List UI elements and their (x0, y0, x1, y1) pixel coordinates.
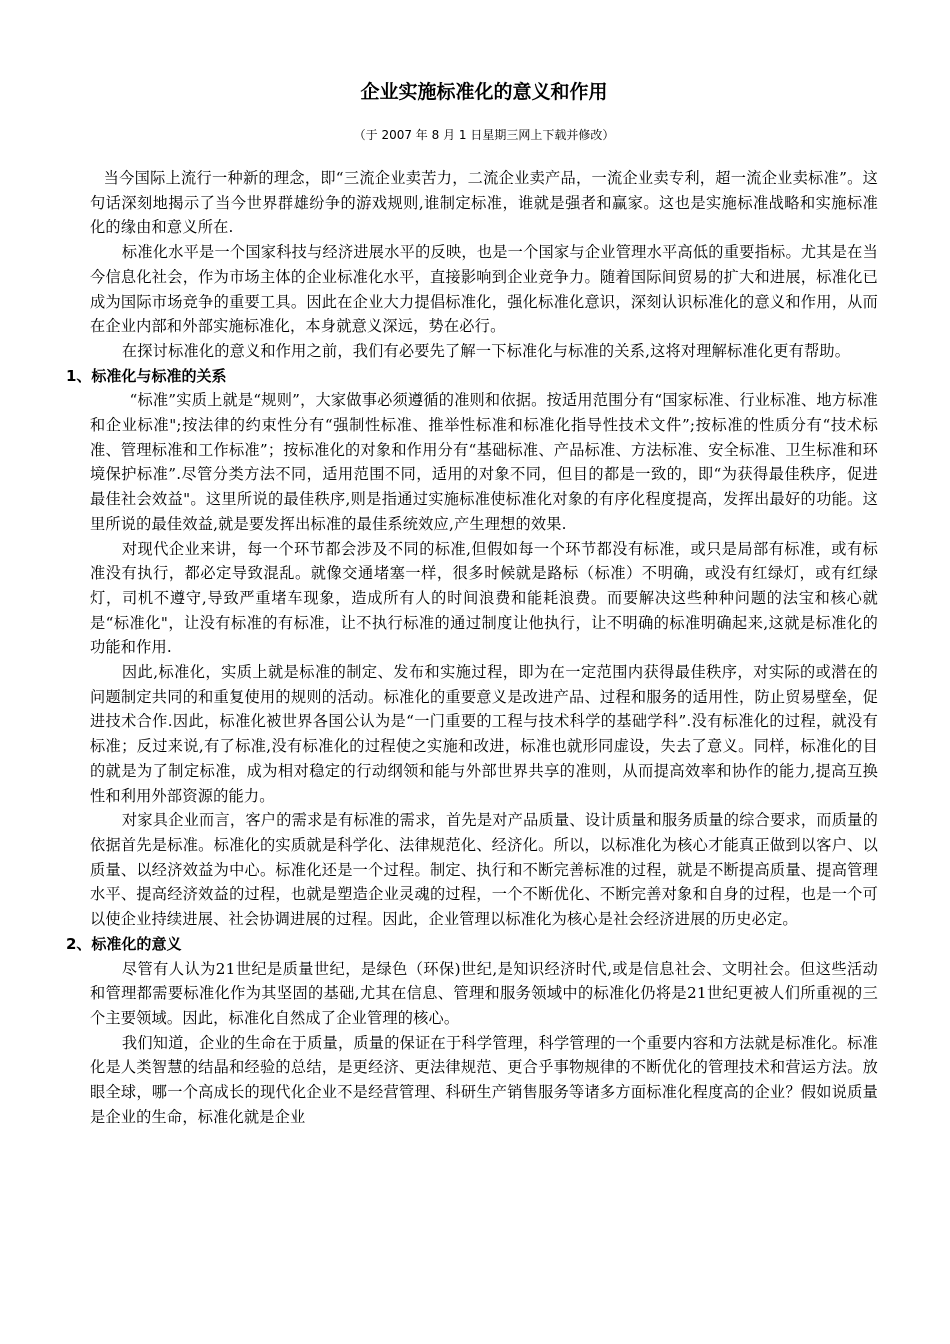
intro-paragraph: 在探讨标准化的意义和作用之前，我们有必要先了解一下标准化与标准的关系,这将对理解标准化更有帮助。 (121, 341, 851, 360)
body-paragraph: 我们知道，企业的生命在于质量，质量的保证在于科学管理，科学管理的一个重要内容和方法就是标准化。标准化是人类智慧的结晶和经验的总结，是更经济、更法律规范、更合乎事物规律的不断优化的管理技术和营运方法。放眼全球，哪一个高成长的现代化企业不是经营管理、科研生产销售服务等诸多方面标准化程度高的企业？假如说质量是企业的生命，标准化就是企业 (90, 1033, 878, 1126)
body-paragraph: “标准”实质上就是“规则”，大家做事必须遵循的准则和依据。按适用范围分有“国家标准、行业标准、地方标准和企业标准";按法律的约束性分有“强制性标准、推举性标准和标准化指导性技术文件”;按标准的性质分有“技术标准、管理标准和工作标准”；按标准化的对象和作用分有“基础标准、产品标准、方法标准、安全标准、卫生标准和环境保护标准”.尽管分类方法不同，适用范围不同，适用的对象不同，但目的都是一致的，即“为获得最佳秩序，促进最佳社会效益"。这里所说的最佳秩序,则是指通过实施标准使标准化对象的有序化程度提高，发挥出最好的功能。这里所说的最佳效益,就是要发挥出标准的最佳系统效应,产生理想的效果. (90, 391, 878, 533)
body-paragraph: 对现代企业来讲，每一个环节都会涉及不同的标准,但假如每一个环节都没有标准，或只是局部有标准，或有标准没有执行，都必定导致混乱。就像交通堵塞一样，很多时候就是路标（标准）不明确，或没有红绿灯，或有红绿灯，司机不遵守,导致严重堵车现象，造成所有人的时间浪费和能耗浪费。而要解决这些种种问题的法宝和核心就是“标准化"，让没有标准的有标准，让不执行标准的通过制度让他执行，让不明确的标准明确起来,这就是标准化的功能和作用. (90, 539, 878, 657)
body-paragraph: 对家具企业而言，客户的需求是有标准的需求，首先是对产品质量、设计质量和服务质量的综合要求，而质量的依据首先是标准。标准化的实质就是科学化、法律规范化、经济化。所以，以标准化为核心才能真正做到以客户、以质量、以经济效益为中心。标准化还是一个过程。制定、执行和不断完善标准的过程，就是不断提高质量、提高管理水平、提高经济效益的过程，也就是塑造企业灵魂的过程，一个不断优化、不断完善对象和自身的过程，也是一个可以使企业持续进展、社会协调进展的过程。因此，企业管理以标准化为核心是社会经济进展的历史必定。 (90, 811, 878, 929)
document-subtitle: （于 2007 年 8 月 1 日星期三网上下载并修改） (353, 128, 615, 142)
section-heading: 2、标准化的意义 (66, 934, 182, 953)
intro-paragraph: 当今国际上流行一种新的理念，即“三流企业卖苦力，二流企业卖产品，一流企业卖专利，超一流企业卖标准”。这句话深刻地揭示了当今世界群雄纷争的游戏规则,谁制定标准，谁就是强者和赢家。这也是实施标准战略和实施标准化的缘由和意义所在. (90, 169, 878, 237)
document-title: 企业实施标准化的意义和作用 (360, 81, 608, 103)
intro-paragraph: 标准化水平是一个国家科技与经济进展水平的反映，也是一个国家与企业管理水平高低的重要指标。尤其是在当今信息化社会，作为市场主体的企业标准化水平，直接影响到企业竞争力。随着国际间贸易的扩大和进展，标准化已成为国际市场竞争的重要工具。因此在企业大力提倡标准化，强化标准化意识，深刻认识标准化的意义和作用，从而在企业内部和外部实施标准化，本身就意义深远，势在必行。 (90, 243, 878, 336)
section-heading: 1、标准化与标准的关系 (66, 366, 227, 385)
body-paragraph: 因此,标准化，实质上就是标准的制定、发布和实施过程，即为在一定范围内获得最佳秩序，对实际的或潜在的问题制定共同的和重复使用的规则的活动。标准化的重要意义是改进产品、过程和服务的适用性，防止贸易壁垒，促进技术合作.因此，标准化被世界各国公认为是“一门重要的工程与技术科学的基础学科”.没有标准化的过程，就没有标准；反过来说,有了标准,没有标准化的过程使之实施和改进，标准也就形同虚设，失去了意义。同样，标准化的目的就是为了制定标准，成为相对稳定的行动纲领和能与外部世界共享的准则，从而提高效率和协作的能力,提高互换性和利用外部资源的能力。 (90, 663, 878, 805)
body-paragraph: 尽管有人认为21世纪是质量世纪，是绿色（环保)世纪,是知识经济时代,或是信息社会、文明社会。但这些活动和管理都需要标准化作为其坚固的基础,尤其在信息、管理和服务领域中的标准化仍将是21世纪更被人们所重视的三个主要领域。因此，标准化自然成了企业管理的核心。 (90, 959, 878, 1027)
